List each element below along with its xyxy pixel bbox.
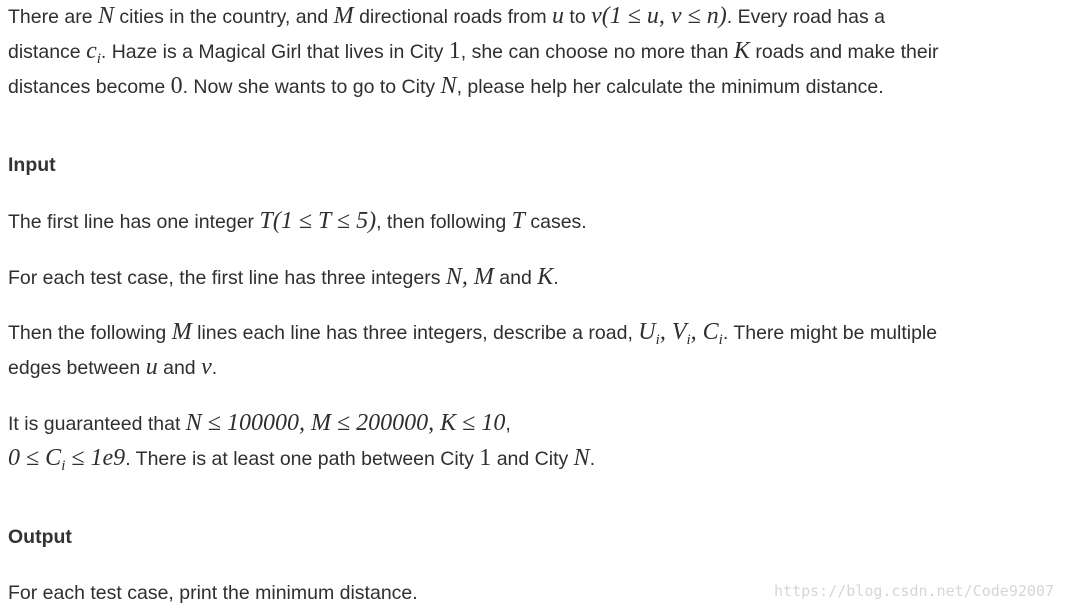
text: roads and make their bbox=[749, 41, 939, 63]
text: , please help her calculate the minimum distance. bbox=[456, 76, 884, 98]
text: . Now she wants to go to City bbox=[182, 76, 441, 98]
math-subscript: i bbox=[686, 332, 691, 348]
intro-line-1 bbox=[8, 3, 885, 30]
input-paragraph-4-cont bbox=[8, 445, 595, 479]
text: , then following bbox=[376, 211, 512, 233]
text: , bbox=[505, 413, 511, 435]
text: The first line has one integer bbox=[8, 211, 260, 233]
intro-line-2 bbox=[8, 38, 939, 72]
math: 0 ≤ C bbox=[8, 445, 62, 471]
text: . There might be multiple bbox=[722, 322, 938, 344]
math: 1 bbox=[479, 445, 492, 471]
math: T(1 ≤ T ≤ 5) bbox=[259, 208, 377, 234]
math: N bbox=[573, 445, 590, 471]
text: . Every road has a bbox=[726, 6, 885, 28]
text: . bbox=[553, 267, 559, 289]
text: cities in the country, and bbox=[113, 6, 334, 28]
text: cases. bbox=[524, 211, 587, 233]
math: 0 bbox=[170, 73, 183, 99]
input-paragraph-4 bbox=[8, 410, 511, 437]
text: . Haze is a Magical Girl that lives in City bbox=[100, 41, 449, 63]
math: N ≤ 100000, M ≤ 200000, K ≤ 10 bbox=[185, 410, 506, 436]
math: U bbox=[638, 319, 656, 345]
watermark: https://blog.csdn.net/Code92007 bbox=[774, 582, 1054, 600]
math-subscript: i bbox=[96, 51, 101, 67]
math: 1 bbox=[448, 38, 461, 64]
text: edges between bbox=[8, 357, 146, 379]
math: v bbox=[201, 354, 212, 380]
text: . There is at least one path between City bbox=[125, 448, 480, 470]
text: lines each line has three integers, describe a road, bbox=[191, 322, 639, 344]
text: Then the following bbox=[8, 322, 172, 344]
math: K bbox=[537, 264, 554, 290]
intro-line-3 bbox=[8, 73, 884, 100]
math: ≤ 1e9 bbox=[65, 445, 126, 471]
text: . bbox=[211, 357, 218, 379]
text: distances become bbox=[8, 76, 171, 98]
math: u bbox=[552, 3, 564, 29]
input-paragraph-3 bbox=[8, 319, 937, 353]
math-subscript: i bbox=[61, 458, 66, 474]
math: K bbox=[733, 38, 750, 64]
input-paragraph-3-cont bbox=[8, 354, 217, 381]
math-subscript: i bbox=[655, 332, 660, 348]
math: N bbox=[97, 3, 114, 29]
text: There are bbox=[8, 6, 98, 28]
text: , she can choose no more than bbox=[460, 41, 734, 63]
text: and City bbox=[491, 448, 574, 470]
math: M bbox=[171, 319, 192, 345]
math-subscript: i bbox=[718, 332, 723, 348]
text: For each test case, the first line has three integers bbox=[8, 267, 446, 289]
text: and bbox=[157, 357, 202, 379]
text: to bbox=[564, 6, 592, 28]
output-heading: Output bbox=[8, 526, 72, 548]
text: directional roads from bbox=[353, 6, 552, 28]
input-paragraph-1 bbox=[8, 208, 587, 235]
output-paragraph-1: For each test case, print the minimum distance. bbox=[8, 582, 418, 604]
text: distance bbox=[8, 41, 87, 63]
math: u bbox=[145, 354, 158, 380]
math: T bbox=[511, 208, 525, 234]
math: , V bbox=[659, 319, 687, 345]
math: , C bbox=[690, 319, 719, 345]
input-paragraph-2 bbox=[8, 264, 559, 291]
math: c bbox=[86, 38, 97, 64]
math: N bbox=[440, 73, 457, 99]
math: N, M bbox=[445, 264, 494, 290]
text: and bbox=[493, 267, 538, 289]
math: v(1 ≤ u, v ≤ n) bbox=[591, 3, 727, 29]
text: It is guaranteed that bbox=[8, 413, 186, 435]
math: M bbox=[333, 3, 354, 29]
text: . bbox=[589, 448, 596, 470]
input-heading: Input bbox=[8, 154, 56, 176]
